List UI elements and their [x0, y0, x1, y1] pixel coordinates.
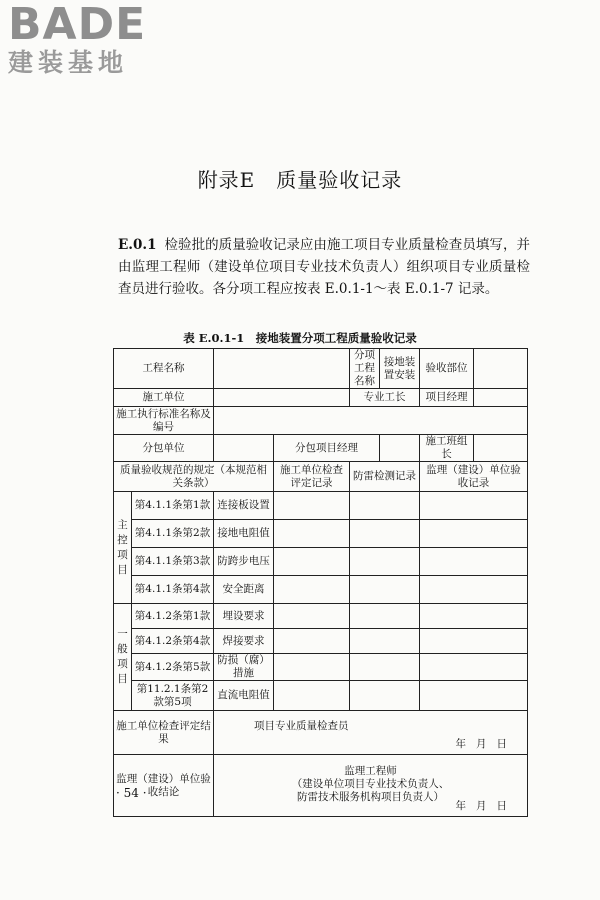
supervisor-signature-block — [214, 765, 527, 804]
supervisor-record-header: 监理（建设）单位验收记录 — [420, 462, 528, 492]
table-row — [114, 520, 528, 548]
acceptance-part-label: 验收部位 — [420, 349, 474, 389]
clause-text: 检验批的质量验收记录应由施工项目专业质量检查员填写，并由监理工程师（建设单位项目专业技术负责人）组织项目专业质量检查员进行验收。各分项工程应按表 E.0.1-1～表 E.0.1-7 记录。 — [118, 237, 530, 297]
project-name-label: 工程名称 — [114, 349, 214, 389]
standard-label: 施工执行标准名称及编号 — [114, 407, 214, 435]
sub-project-name-label: 分项工程名称 — [350, 349, 380, 389]
subcontract-manager-value — [380, 435, 420, 462]
item-name: 焊接要求 — [214, 629, 274, 654]
team-leader-value — [474, 435, 528, 462]
construction-unit-label: 施工单位 — [114, 389, 214, 407]
subcontract-unit-value — [214, 435, 274, 462]
item-name: 防损（腐）措施 — [214, 654, 274, 681]
brand-logo — [8, 2, 146, 78]
date-label: 年月日 — [455, 800, 517, 812]
project-manager-label: 项目经理 — [420, 389, 474, 407]
clause-number: E.0.1 — [118, 237, 157, 253]
item-clause: 第11.2.1条第2款第5项 — [132, 681, 214, 711]
item-name: 安全距离 — [214, 576, 274, 604]
item-name: 连接板设置 — [214, 492, 274, 520]
foreman-label: 专业工长 — [350, 389, 420, 407]
sub-project-name-value: 接地装置安装 — [380, 349, 420, 389]
item-name: 埋设要求 — [214, 604, 274, 629]
main-items-label: 主控项目 — [114, 492, 132, 604]
supervisor-note-2: 防雷技术服务机构项目负责人） — [297, 791, 444, 803]
team-leader-label: 施工班组长 — [420, 435, 474, 462]
item-name: 接地电阻值 — [214, 520, 274, 548]
table-row — [114, 654, 528, 681]
supervisor-engineer-label: 监理工程师 — [344, 765, 397, 777]
spec-column-header: 质量验收规范的规定（本规范相关条款） — [114, 462, 274, 492]
project-name-value — [214, 349, 350, 389]
supervisor-conclusion-cell — [214, 755, 528, 817]
table-row — [114, 629, 528, 654]
standard-value — [214, 407, 528, 435]
item-name: 防跨步电压 — [214, 548, 274, 576]
date-label: 年月日 — [455, 738, 517, 750]
quality-acceptance-table — [113, 348, 528, 817]
appendix-title: 附录E 质量验收记录 — [197, 168, 403, 192]
table-row — [114, 576, 528, 604]
supervisor-conclusion-label: 监理（建设）单位验收结论 — [114, 755, 214, 817]
item-clause: 第4.1.2条第1款 — [132, 604, 214, 629]
logo-subtitle: 建装基地 — [8, 48, 129, 77]
clause-paragraph — [118, 234, 530, 300]
general-items-label: 一般项目 — [114, 604, 132, 711]
contractor-result-label: 施工单位检查评定结果 — [114, 711, 214, 755]
lightning-record-header: 防雷检测记录 — [350, 462, 420, 492]
subcontract-manager-label: 分包项目经理 — [274, 435, 380, 462]
item-clause: 第4.1.1条第2款 — [132, 520, 214, 548]
item-name: 直流电阻值 — [214, 681, 274, 711]
page-number: · 54 · — [116, 786, 147, 800]
construction-unit-value — [214, 389, 350, 407]
table-row — [114, 492, 528, 520]
table-caption: 表 E.0.1-1 接地装置分项工程质量验收记录 — [183, 331, 417, 345]
item-clause: 第4.1.2条第4款 — [132, 629, 214, 654]
table-row — [114, 604, 528, 629]
logo-wordmark: BADE — [8, 0, 147, 50]
contractor-result-cell — [214, 711, 528, 755]
quality-inspector-label: 项目专业质量检查员 — [254, 720, 349, 732]
item-clause: 第4.1.1条第3款 — [132, 548, 214, 576]
item-clause: 第4.1.2条第5款 — [132, 654, 214, 681]
item-clause: 第4.1.1条第4款 — [132, 576, 214, 604]
supervisor-note-1: （建设单位项目专业技术负责人、 — [291, 778, 450, 790]
item-clause: 第4.1.1条第1款 — [132, 492, 214, 520]
contractor-record-header: 施工单位检查评定记录 — [274, 462, 350, 492]
acceptance-part-value — [474, 349, 528, 389]
project-manager-value — [474, 389, 528, 407]
subcontract-unit-label: 分包单位 — [114, 435, 214, 462]
table-row — [114, 548, 528, 576]
table-row — [114, 681, 528, 711]
